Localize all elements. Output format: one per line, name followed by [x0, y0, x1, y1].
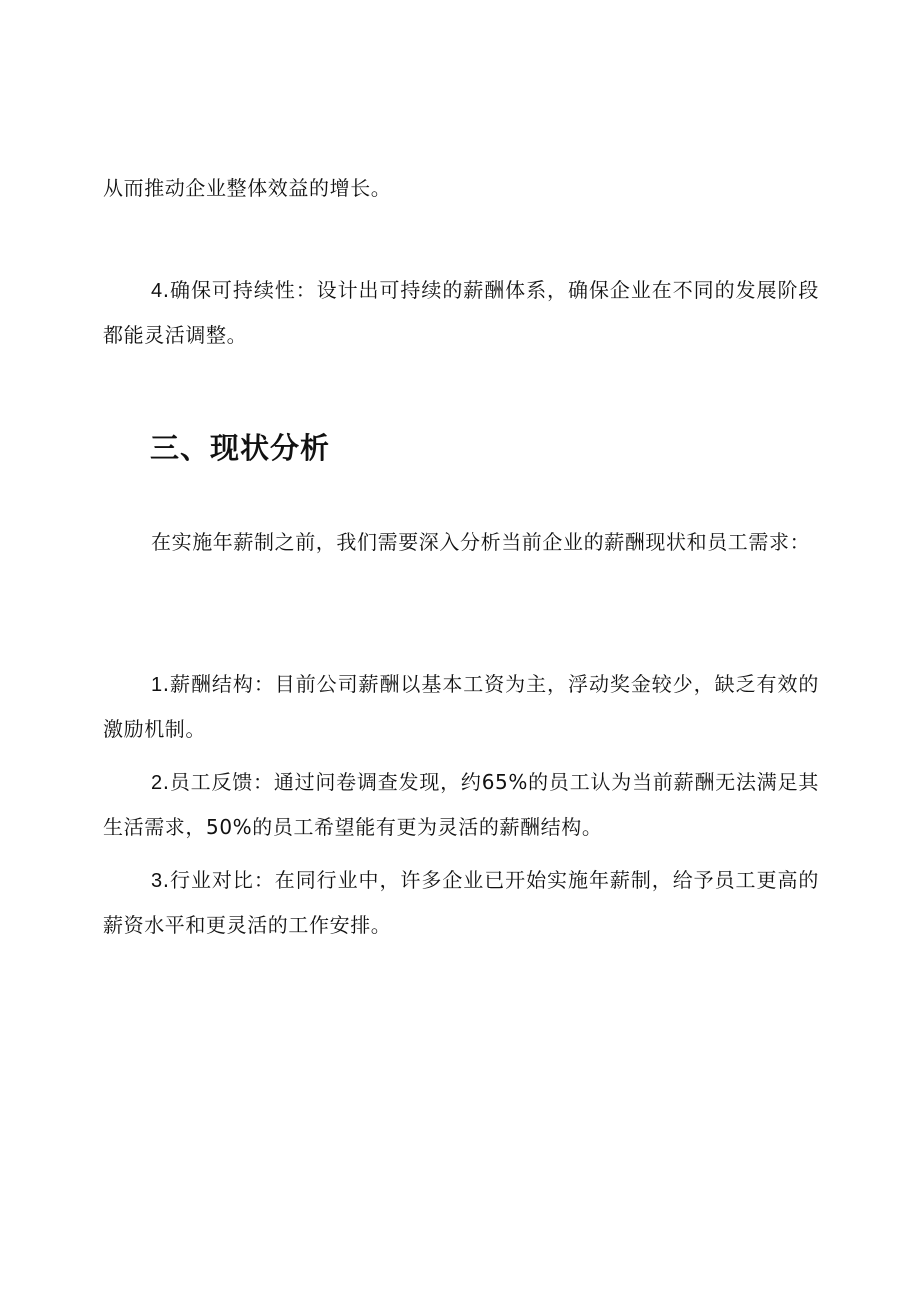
intro-paragraph: 在实施年薪制之前，我们需要深入分析当前企业的薪酬现状和员工需求： [151, 530, 811, 554]
analysis-item-1 [103, 662, 819, 751]
goal-item-4 [103, 268, 819, 357]
analysis-item-2-number: 2 [151, 772, 163, 794]
goal-item-4-text: .确保可持续性：设计出可持续的薪酬体系，确保企业在不同的发展阶段都能灵活调整。 [103, 278, 819, 347]
section-heading: 三、现状分析 [150, 431, 331, 465]
analysis-item-1-text: .薪酬结构：目前公司薪酬以基本工资为主，浮动奖金较少，缺乏有效的激励机制。 [103, 672, 819, 741]
analysis-item-1-number: 1 [151, 674, 163, 696]
analysis-item-3-text: .行业对比：在同行业中，许多企业已开始实施年薪制，给予员工更高的薪资水平和更灵活的工作安排。 [103, 868, 819, 937]
analysis-item-2-text: .员工反馈：通过问卷调查发现，约65%的员工认为当前薪酬无法满足其生活需求，50%的员工希望能有更为灵活的薪酬结构。 [103, 770, 819, 839]
analysis-item-3 [103, 858, 819, 947]
continuation-paragraph: 从而推动企业整体效益的增长。 [103, 176, 392, 200]
analysis-item-2 [103, 760, 819, 849]
analysis-item-3-number: 3 [151, 870, 163, 892]
goal-item-4-number: 4 [151, 280, 163, 302]
